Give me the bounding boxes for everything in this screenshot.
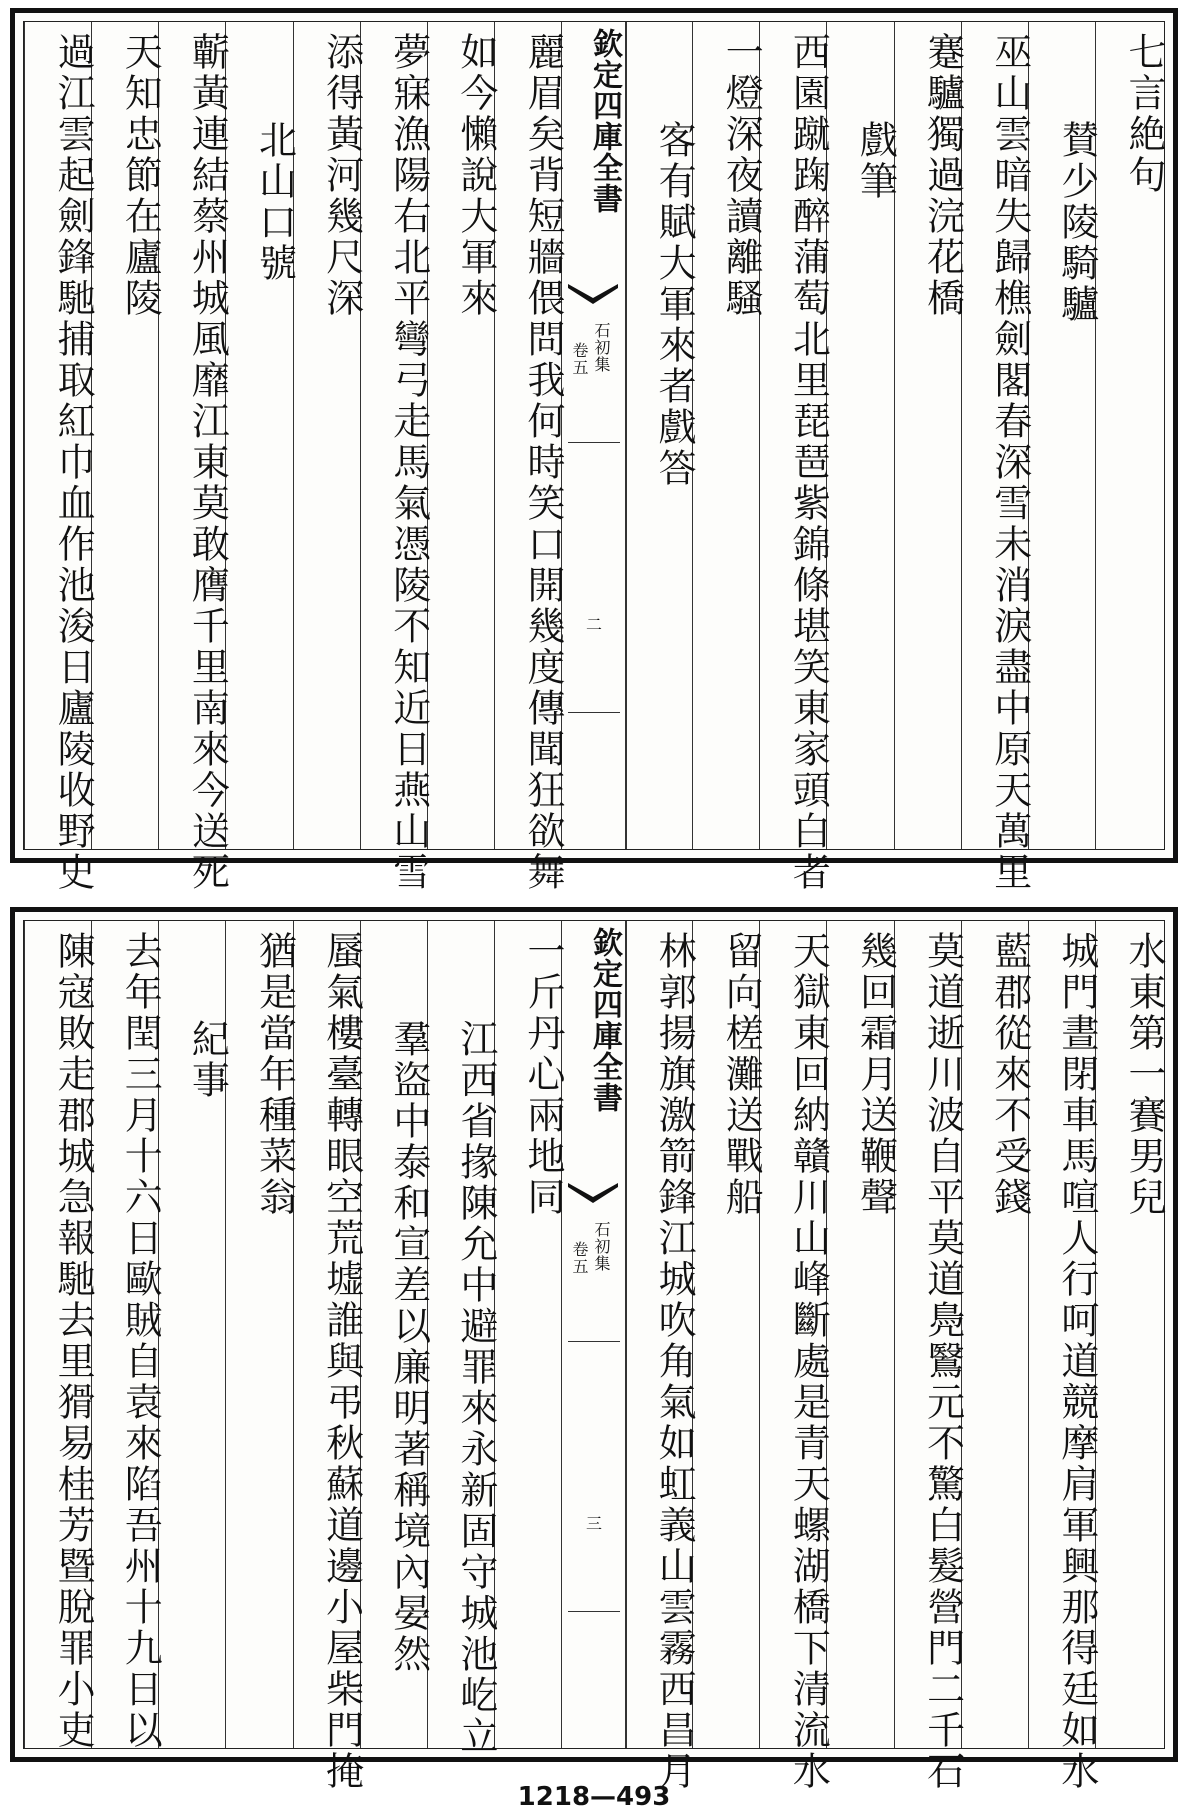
- text-column: [1028, 921, 1099, 1792]
- text-column: [360, 22, 431, 893]
- column-text: 添得黃河幾尺深: [319, 32, 364, 319]
- text-frame: [23, 21, 1166, 893]
- banner-book-title: 石初集: [592, 1221, 611, 1272]
- text-column: [293, 921, 364, 1792]
- text-column: [894, 921, 965, 1792]
- text-column: [360, 921, 431, 1748]
- column-text: 天獄東回納贛川山峰斷處是青天螺湖橋下清流水: [786, 931, 831, 1792]
- column-text: 麗眉矣背短牆偎問我何時笑口開幾度傳聞狂欲舞: [521, 32, 565, 893]
- text-column: [1028, 22, 1099, 849]
- column-text: 莫道逝川波自平莫道鳧鷖元不驚白髮營門二千石: [920, 931, 965, 1792]
- column-text: 如今懶說大軍來: [453, 32, 498, 319]
- column-text: 蜃氣樓臺轉眼空荒墟誰與弔秋蘇道邊小屋柴門掩: [319, 931, 364, 1792]
- column-text: 客有賦大軍來者戲答: [652, 120, 697, 489]
- text-column: [692, 921, 764, 1748]
- catalog-number: 1218—493: [517, 1782, 671, 1812]
- text-column: [225, 921, 297, 1748]
- text-column: [625, 921, 697, 1792]
- text-column: [494, 22, 565, 893]
- fishtail-mark-icon: [568, 284, 618, 308]
- column-text: 留向槎灘送戰船: [719, 931, 764, 1218]
- banner-book-title: 石初集: [592, 322, 611, 373]
- text-column: [759, 921, 831, 1792]
- column-text: 江西省掾陳允中避罪來永新固守城池屹立: [453, 1019, 498, 1757]
- column-text: 七言絶句: [1122, 32, 1166, 196]
- text-column: [494, 921, 565, 1748]
- text-column: [1095, 921, 1166, 1748]
- column-text: 一燈深夜讀離騷: [719, 32, 764, 319]
- column-text: 紀事: [185, 1019, 230, 1101]
- banner-divider: [568, 712, 620, 713]
- text-column: [91, 22, 163, 849]
- column-text: 戲筆: [853, 120, 898, 202]
- text-column: [692, 22, 764, 849]
- text-column: [625, 22, 697, 849]
- column-text: 羣盜中泰和宣差以廉明著稱境內晏然: [386, 1019, 431, 1675]
- fold-banner: [561, 22, 627, 849]
- column-text: 賛少陵騎驢: [1054, 120, 1099, 325]
- column-text: 天知忠節在廬陵: [118, 32, 163, 319]
- column-text: 猶是當年種菜翁: [252, 931, 297, 1218]
- banner-page-number: 二: [585, 615, 602, 634]
- page-leaf-top: [10, 8, 1178, 893]
- column-text: 城門晝閉車馬喧人行呵道競摩肩軍興那得廷如水: [1054, 931, 1099, 1792]
- banner-divider: [568, 1341, 620, 1342]
- text-column: [158, 921, 230, 1748]
- column-text: 藍郡從來不受錢: [987, 931, 1032, 1218]
- column-text: 蹇驢獨過浣花橋: [920, 32, 965, 319]
- banner-title: 欽定四庫全書: [587, 927, 622, 1113]
- text-column: [826, 22, 898, 849]
- text-column: [427, 22, 498, 849]
- text-column: [91, 921, 163, 1751]
- text-column: [759, 22, 831, 893]
- text-column: [427, 921, 498, 1757]
- fold-banner: [561, 921, 627, 1748]
- column-text: 北山口號: [252, 120, 297, 284]
- column-text: 巫山雲暗失歸樵劍閣春深雪未消淚盡中原天萬里: [987, 32, 1032, 893]
- page-leaf-bottom: [10, 907, 1178, 1792]
- column-text: 陳寇敗走郡城急報馳去里猾易桂芳暨脫罪小吏: [51, 931, 96, 1751]
- text-column: [24, 921, 96, 1751]
- banner-page-number: 三: [585, 1514, 602, 1533]
- banner-title: 欽定四庫全書: [587, 28, 622, 214]
- fishtail-mark-icon: [568, 1183, 618, 1207]
- text-column: [894, 22, 965, 849]
- text-column: [293, 22, 364, 849]
- text-column: [961, 921, 1032, 1748]
- text-column: [961, 22, 1032, 893]
- column-text: 水東第一賽男兒: [1122, 931, 1166, 1218]
- column-text: 林郭揚旗激箭鋒江城吹角氣如虹義山雲霧西昌月: [652, 931, 697, 1792]
- text-column: [24, 22, 96, 893]
- column-text: 去年閏三月十六日歐賊自袁來陷吾州十九日以: [118, 931, 163, 1751]
- banner-volume: 卷五: [570, 342, 589, 376]
- column-text: 一斤丹心兩地同: [521, 931, 565, 1218]
- text-column: [826, 921, 898, 1748]
- column-text: 夢寐漁陽右北平彎弓走馬氣憑陵不知近日燕山雪: [386, 32, 431, 893]
- text-column: [1095, 22, 1166, 849]
- text-frame: [23, 920, 1166, 1792]
- text-column: [158, 22, 230, 893]
- text-column: [225, 22, 297, 849]
- column-text: 蘄黃連結蔡州城風靡江東莫敢膺千里南來今送死: [185, 32, 230, 893]
- banner-divider: [568, 1611, 620, 1612]
- column-text: 過江雲起劍鋒馳捕取紅巾血作池浚日廬陵收野史: [51, 32, 96, 893]
- banner-volume: 卷五: [570, 1241, 589, 1275]
- column-text: 幾回霜月送鞭聲: [853, 931, 898, 1218]
- column-text: 西園蹴踘醉蒲萄北里琵琶紫錦條堪笑東家頭白者: [786, 32, 831, 893]
- banner-divider: [568, 442, 620, 443]
